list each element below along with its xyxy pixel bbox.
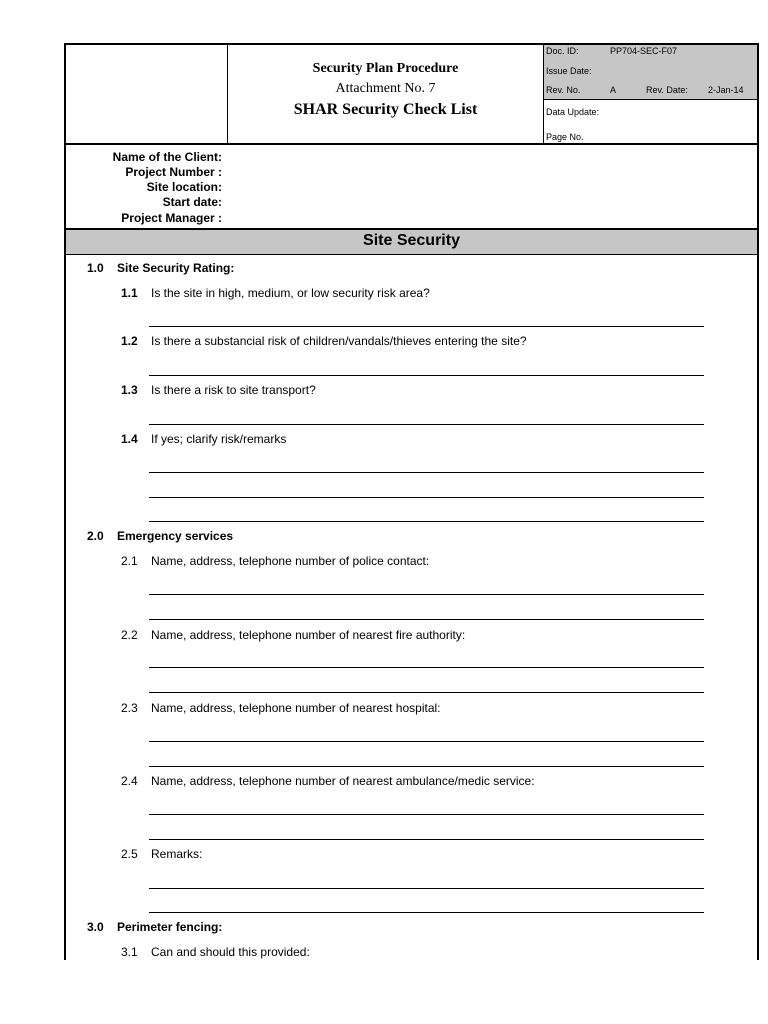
data-update-label: Data Update: bbox=[546, 107, 600, 117]
document-meta-lower bbox=[544, 100, 757, 145]
rev-no-label: Rev. No. bbox=[546, 85, 581, 95]
answer-line[interactable] bbox=[149, 839, 704, 840]
site-location-label: Site location: bbox=[146, 180, 222, 194]
question-number: 2.5 bbox=[121, 847, 138, 861]
answer-line[interactable] bbox=[149, 888, 704, 889]
question-number: 2.4 bbox=[121, 774, 138, 788]
section-banner bbox=[66, 229, 757, 255]
question-number: 1.4 bbox=[121, 432, 138, 446]
answer-line[interactable] bbox=[149, 497, 704, 498]
question-number: 2.1 bbox=[121, 554, 138, 568]
answer-line[interactable] bbox=[149, 326, 704, 327]
section-number: 3.0 bbox=[87, 920, 104, 934]
answer-line[interactable] bbox=[149, 424, 704, 425]
question-text: Is the site in high, medium, or low security risk area? bbox=[151, 286, 430, 300]
answer-line[interactable] bbox=[149, 594, 704, 595]
question-text: Name, address, telephone number of nearest ambulance/medic service: bbox=[151, 774, 535, 788]
section-number: 1.0 bbox=[87, 261, 104, 275]
answer-line[interactable] bbox=[149, 741, 704, 742]
logo-cell bbox=[66, 45, 228, 145]
start-date-label: Start date: bbox=[162, 195, 222, 209]
page-no-label: Page No. bbox=[546, 132, 584, 142]
rev-date-label: Rev. Date: bbox=[646, 85, 688, 95]
title-cell bbox=[228, 45, 544, 145]
question-number: 2.3 bbox=[121, 701, 138, 715]
question-text: Name, address, telephone number of nearest hospital: bbox=[151, 701, 441, 715]
question-number: 3.1 bbox=[121, 945, 138, 959]
project-number-label: Project Number : bbox=[125, 165, 222, 179]
answer-line[interactable] bbox=[149, 814, 704, 815]
answer-line[interactable] bbox=[149, 667, 704, 668]
question-number: 2.2 bbox=[121, 628, 138, 642]
checklist-title: SHAR Security Check List bbox=[293, 101, 478, 118]
page-border-right bbox=[757, 145, 759, 960]
doc-id-label: Doc. ID: bbox=[546, 46, 579, 56]
question-text: Remarks: bbox=[151, 847, 203, 861]
project-manager-label: Project Manager : bbox=[121, 211, 222, 225]
section-title: Perimeter fencing: bbox=[117, 920, 223, 934]
document-header bbox=[64, 43, 759, 145]
issue-date-label: Issue Date: bbox=[546, 66, 592, 76]
banner-title: Site Security bbox=[363, 232, 460, 249]
question-number: 1.1 bbox=[121, 286, 138, 300]
answer-line[interactable] bbox=[149, 472, 704, 473]
section-title: Emergency services bbox=[117, 529, 234, 543]
answer-line[interactable] bbox=[149, 521, 704, 522]
question-text: Is there a risk to site transport? bbox=[151, 383, 316, 397]
question-text: Can and should this provided: bbox=[151, 945, 310, 959]
question-text: If yes; clarify risk/remarks bbox=[151, 432, 287, 446]
rev-date-value: 2-Jan-14 bbox=[708, 85, 744, 95]
answer-line[interactable] bbox=[149, 766, 704, 767]
question-number: 1.3 bbox=[121, 383, 138, 397]
answer-line[interactable] bbox=[149, 692, 704, 693]
answer-line[interactable] bbox=[149, 375, 704, 376]
question-text: Name, address, telephone number of police contact: bbox=[151, 554, 430, 568]
question-text: Is there a substancial risk of children/vandals/thieves entering the site? bbox=[151, 334, 527, 348]
page-border-left bbox=[64, 145, 66, 960]
answer-line[interactable] bbox=[149, 619, 704, 620]
answer-line[interactable] bbox=[149, 912, 704, 913]
procedure-title: Security Plan Procedure bbox=[312, 61, 459, 76]
question-number: 1.2 bbox=[121, 334, 138, 348]
divider bbox=[64, 228, 759, 229]
doc-id-value: PP704-SEC-F07 bbox=[610, 46, 678, 56]
rev-no-value: A bbox=[610, 85, 617, 95]
section-title: Site Security Rating: bbox=[117, 261, 235, 275]
client-name-label: Name of the Client: bbox=[112, 150, 222, 164]
document-meta bbox=[544, 45, 757, 100]
question-text: Name, address, telephone number of nearest fire authority: bbox=[151, 628, 466, 642]
section-number: 2.0 bbox=[87, 529, 104, 543]
attachment-number: Attachment No. 7 bbox=[335, 81, 436, 96]
